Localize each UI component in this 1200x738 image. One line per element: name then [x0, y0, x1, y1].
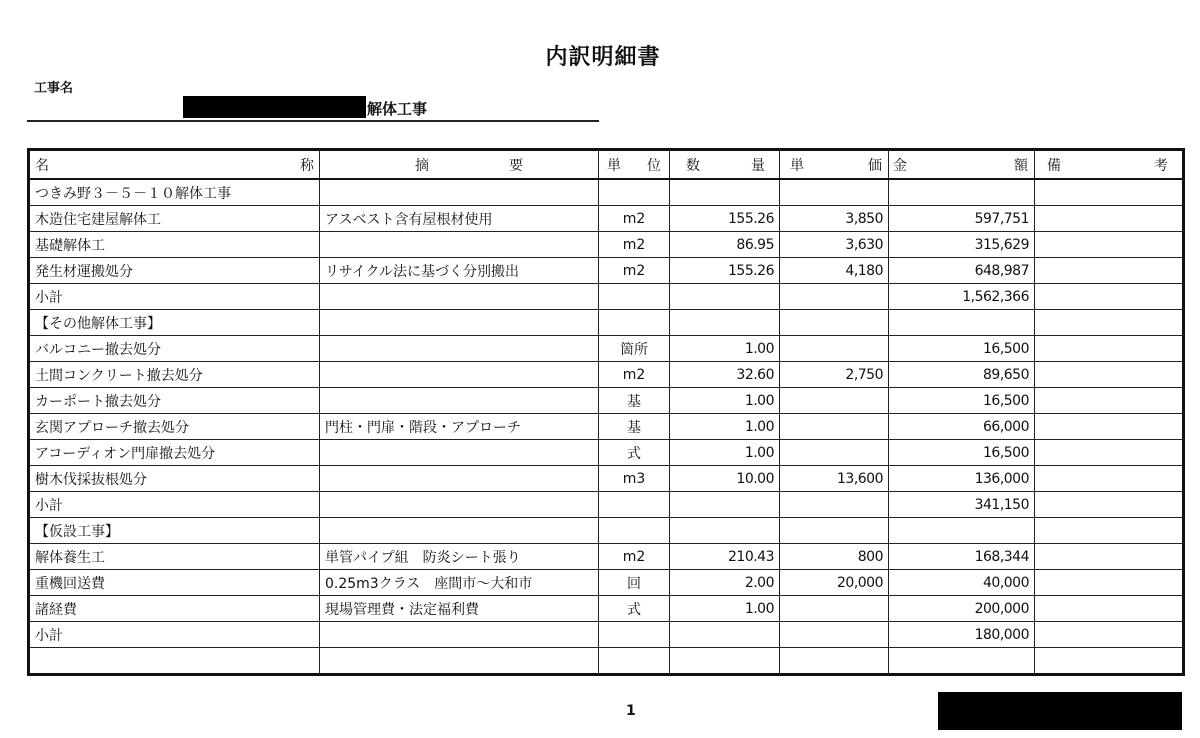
amount-cell	[889, 648, 1035, 675]
quantity-cell: 1.00	[670, 336, 780, 362]
amount-cell: 40,000	[889, 570, 1035, 596]
quantity-cell: 1.00	[670, 596, 780, 622]
name-cell: 諸経費	[29, 596, 320, 622]
amount-cell: 89,650	[889, 362, 1035, 388]
unit-price-cell	[780, 284, 889, 310]
unit-price-cell: 20,000	[780, 570, 889, 596]
summary-cell	[320, 622, 599, 648]
summary-cell	[320, 518, 599, 544]
table-row	[29, 414, 1184, 440]
document-title: 内訳明細書	[545, 45, 661, 70]
quantity-cell	[670, 518, 780, 544]
remarks-cell	[1035, 258, 1184, 284]
project-name-underline	[27, 120, 599, 122]
unit-cell	[599, 622, 670, 648]
quantity-cell: 155.26	[670, 206, 780, 232]
summary-cell	[320, 310, 599, 336]
project-name: 解体工事	[367, 100, 428, 118]
unit-cell: 基	[599, 388, 670, 414]
amount-cell: 66,000	[889, 414, 1035, 440]
quantity-cell: 1.00	[670, 414, 780, 440]
amount-cell: 180,000	[889, 622, 1035, 648]
summary-cell	[320, 232, 599, 258]
unit-cell: 基	[599, 414, 670, 440]
unit-price-cell	[780, 492, 889, 518]
amount-cell	[889, 518, 1035, 544]
table-row	[29, 544, 1184, 570]
summary-cell	[320, 388, 599, 414]
remarks-cell	[1035, 570, 1184, 596]
header-amount: 金 額	[889, 150, 1035, 180]
quantity-cell: 32.60	[670, 362, 780, 388]
unit-cell: 式	[599, 596, 670, 622]
table-row	[29, 388, 1184, 414]
unit-cell	[599, 179, 670, 206]
remarks-cell	[1035, 206, 1184, 232]
summary-cell: リサイクル法に基づく分別搬出	[320, 258, 599, 284]
unit-price-cell: 3,850	[780, 206, 889, 232]
amount-cell: 168,344	[889, 544, 1035, 570]
unit-price-cell	[780, 310, 889, 336]
quantity-cell: 1.00	[670, 440, 780, 466]
amount-cell	[889, 179, 1035, 206]
remarks-cell	[1035, 544, 1184, 570]
unit-price-cell	[780, 596, 889, 622]
quantity-cell	[670, 648, 780, 675]
summary-cell	[320, 336, 599, 362]
unit-cell: m2	[599, 544, 670, 570]
redacted-footer-stamp	[938, 692, 1182, 730]
name-cell	[29, 648, 320, 675]
section-row	[29, 179, 1184, 206]
remarks-cell	[1035, 362, 1184, 388]
unit-price-cell	[780, 622, 889, 648]
name-cell: 木造住宅建屋解体工	[29, 206, 320, 232]
section-row	[29, 310, 1184, 336]
summary-cell	[320, 648, 599, 675]
name-cell: アコーディオン門扉撤去処分	[29, 440, 320, 466]
unit-price-cell: 13,600	[780, 466, 889, 492]
unit-price-cell	[780, 414, 889, 440]
name-cell: 解体養生工	[29, 544, 320, 570]
summary-cell	[320, 492, 599, 518]
redacted-project-prefix	[183, 96, 366, 118]
quantity-cell	[670, 179, 780, 206]
header-name: 名 称	[29, 150, 320, 180]
table-row	[29, 466, 1184, 492]
name-cell: 重機回送費	[29, 570, 320, 596]
name-cell: 基礎解体工	[29, 232, 320, 258]
table-row	[29, 258, 1184, 284]
quantity-cell: 86.95	[670, 232, 780, 258]
quantity-cell	[670, 284, 780, 310]
name-cell: つきみ野３－５－１０解体工事	[29, 179, 320, 206]
header-unit: 単 位	[599, 150, 670, 180]
amount-cell: 16,500	[889, 336, 1035, 362]
name-cell: バルコニー撤去処分	[29, 336, 320, 362]
unit-price-cell	[780, 388, 889, 414]
table-row	[29, 440, 1184, 466]
remarks-cell	[1035, 466, 1184, 492]
quantity-cell	[670, 492, 780, 518]
amount-cell: 16,500	[889, 388, 1035, 414]
unit-cell	[599, 492, 670, 518]
amount-cell: 16,500	[889, 440, 1035, 466]
summary-cell	[320, 284, 599, 310]
summary-cell	[320, 466, 599, 492]
table-row	[29, 362, 1184, 388]
header-summary: 摘 要	[320, 150, 599, 180]
unit-cell	[599, 284, 670, 310]
remarks-cell	[1035, 492, 1184, 518]
amount-cell: 597,751	[889, 206, 1035, 232]
table-row	[29, 336, 1184, 362]
summary-cell: 現場管理費・法定福利費	[320, 596, 599, 622]
name-cell: カーポート撤去処分	[29, 388, 320, 414]
name-cell: 樹木伐採抜根処分	[29, 466, 320, 492]
unit-cell: 回	[599, 570, 670, 596]
summary-cell	[320, 362, 599, 388]
table-row	[29, 570, 1184, 596]
name-cell: 発生材運搬処分	[29, 258, 320, 284]
name-cell: 小計	[29, 492, 320, 518]
unit-price-cell: 3,630	[780, 232, 889, 258]
header-quantity: 数 量	[670, 150, 780, 180]
blank-row	[29, 648, 1184, 675]
summary-cell	[320, 440, 599, 466]
unit-cell: m3	[599, 466, 670, 492]
amount-cell: 315,629	[889, 232, 1035, 258]
name-cell: 小計	[29, 284, 320, 310]
quantity-cell: 1.00	[670, 388, 780, 414]
unit-price-cell: 800	[780, 544, 889, 570]
unit-price-cell	[780, 648, 889, 675]
table-row	[29, 206, 1184, 232]
quantity-cell: 2.00	[670, 570, 780, 596]
header-unit-price: 単 価	[780, 150, 889, 180]
summary-cell: 単管パイプ組 防炎シート張り	[320, 544, 599, 570]
unit-price-cell	[780, 336, 889, 362]
amount-cell: 136,000	[889, 466, 1035, 492]
amount-cell: 200,000	[889, 596, 1035, 622]
name-cell: 【その他解体工事】	[29, 310, 320, 336]
subtotal-row	[29, 492, 1184, 518]
remarks-cell	[1035, 440, 1184, 466]
remarks-cell	[1035, 232, 1184, 258]
name-cell: 玄関アプローチ撤去処分	[29, 414, 320, 440]
name-cell: 土間コンクリート撤去処分	[29, 362, 320, 388]
header-row	[29, 150, 1184, 180]
quantity-cell	[670, 310, 780, 336]
remarks-cell	[1035, 414, 1184, 440]
remarks-cell	[1035, 518, 1184, 544]
header-remarks: 備 考	[1035, 150, 1184, 180]
remarks-cell	[1035, 284, 1184, 310]
summary-cell: 0.25m3クラス 座間市～大和市	[320, 570, 599, 596]
subtotal-row	[29, 284, 1184, 310]
unit-price-cell: 4,180	[780, 258, 889, 284]
unit-cell: 箇所	[599, 336, 670, 362]
quantity-cell: 155.26	[670, 258, 780, 284]
quantity-cell	[670, 622, 780, 648]
unit-price-cell	[780, 179, 889, 206]
table-row	[29, 232, 1184, 258]
unit-cell: 式	[599, 440, 670, 466]
unit-price-cell	[780, 440, 889, 466]
quantity-cell: 10.00	[670, 466, 780, 492]
remarks-cell	[1035, 648, 1184, 675]
section-row	[29, 518, 1184, 544]
unit-cell	[599, 310, 670, 336]
unit-cell: m2	[599, 232, 670, 258]
unit-price-cell: 2,750	[780, 362, 889, 388]
unit-cell	[599, 518, 670, 544]
name-cell: 小計	[29, 622, 320, 648]
unit-cell: m2	[599, 362, 670, 388]
remarks-cell	[1035, 336, 1184, 362]
summary-cell: アスベスト含有屋根材使用	[320, 206, 599, 232]
unit-price-cell	[780, 518, 889, 544]
table-row	[29, 596, 1184, 622]
amount-cell: 648,987	[889, 258, 1035, 284]
name-cell: 【仮設工事】	[29, 518, 320, 544]
amount-cell: 341,150	[889, 492, 1035, 518]
amount-cell	[889, 310, 1035, 336]
summary-cell	[320, 179, 599, 206]
page-number: 1	[626, 703, 636, 719]
unit-cell: m2	[599, 258, 670, 284]
quantity-cell: 210.43	[670, 544, 780, 570]
amount-cell: 1,562,366	[889, 284, 1035, 310]
summary-cell: 門柱・門扉・階段・アプローチ	[320, 414, 599, 440]
unit-cell	[599, 648, 670, 675]
remarks-cell	[1035, 388, 1184, 414]
project-label: 工事名	[34, 81, 74, 96]
subtotal-row	[29, 622, 1184, 648]
remarks-cell	[1035, 596, 1184, 622]
breakdown-table	[27, 148, 1185, 676]
remarks-cell	[1035, 622, 1184, 648]
remarks-cell	[1035, 310, 1184, 336]
remarks-cell	[1035, 179, 1184, 206]
unit-cell: m2	[599, 206, 670, 232]
